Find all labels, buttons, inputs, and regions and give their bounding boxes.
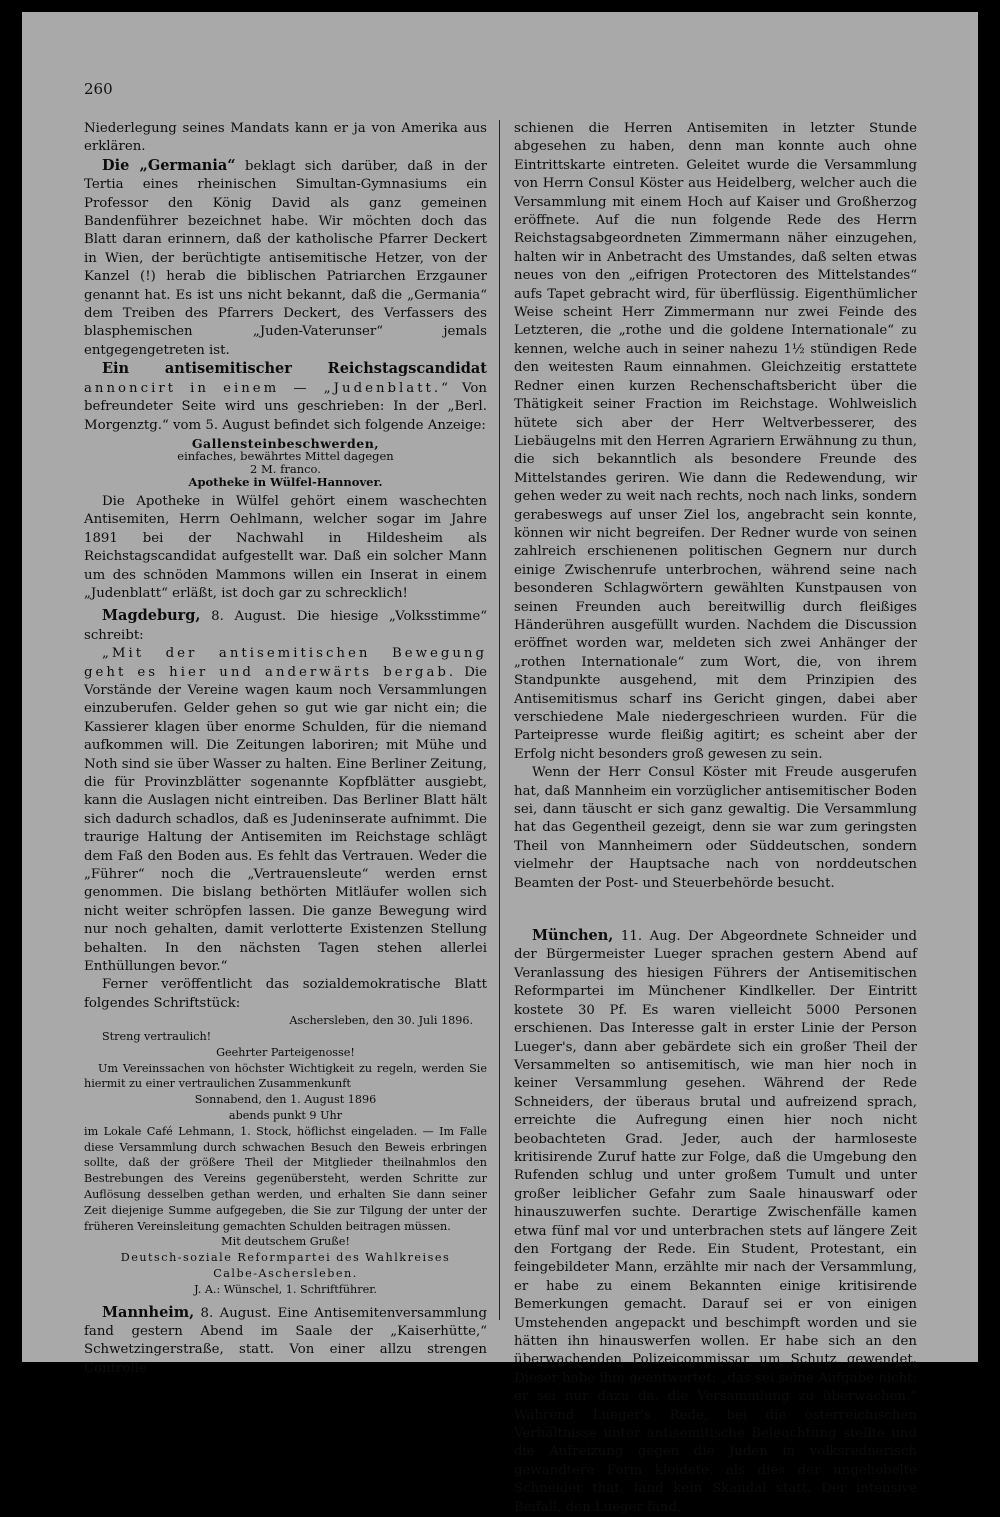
- magdeburg-quote-spaced: „Mit der antisemitischen Bewegung geht es hier und anderwärts bergab.: [84, 646, 487, 680]
- letter-place-date: Aschersleben, den 30. Juli 1896.: [289, 1014, 473, 1028]
- heading-muenchen: München,: [532, 927, 614, 945]
- mannheim-text: 8. August. Eine Antisemitenversammlung fand gestern Abend im Saale der „Kaiserhütte,“ Schwetzingerstraße, statt. Von einer allzu strengen Controlle: [84, 1305, 487, 1376]
- paragraph-mannheim-continued: schienen die Herren Antisemiten in letzter Stunde abgesehen zu haben, denn man konnte auch ohne Eintrittskarte eintreten. Geleitet wurde die Versammlung von Herrn Consul Köster aus Heidelberg, welcher auch die Versammlung mit einem Hoch auf Kaiser und Großherzog eröffnete. Auf die nun folgende Rede des Herrn Reichstagsabgeordneten Zimmermann näher einzugehen, halten wir in Anbetracht des Umstandes, daß selten etwas neues von den „eifrigen Protectoren des Mittelstandes“ aufs Tapet gebracht wird, für überflüssig. Eigenthümlicher Weise scheint Herr Zimmermann nur zwei Feinde des Letzteren, die „rothe und die goldene Internationale“ zu kennen, welche auch in seiner nahezu 1½ stündigen Rede den weitesten Raum einnahmen. Gleichzeitig erstattete Redner einen kurzen Rechenschaftsbericht über die Thätigkeit seiner Fraction im Reichstage. Wohlweislich hütete sich aber der Herr Weltverbesserer, des Liebäugelns mit den Herren Agrariern Erwähnung zu thun, die sich bekanntlich als besondere Freunde des Mittelstandes geriren. Wie dann die Redewendung, wir gehen weder zu weit nach rechts, noch nach links, sondern gerabeswegs auf unser Ziel los, angebracht sein konnte, können wir nicht begreifen. Der Redner wurde von seinen zahlreich erschienenen politischen Gegnern nur durch einige Zwischenrufe unterbrochen, während seine nach besonderen Schlagwörtern gewählten Kunstpausen von seinen Freunden auch bereitwillig durch fleißiges Händerühren ausgefüllt wurden. Nachdem die Discussion eröffnet worden war, meldeten sich zwei Anhänger der „rothen Internationale“ zum Wort, die, von ihrem Standpunkte ausgehend, mit dem Prinzipien des Antisemitismus scharf ins Gericht gingen, dabei aber verschiedene Male niedergeschrieen wurden. Für die Parteipresse wurde fleißig agitirt; es scheint aber der Erfolg nicht besonders groß gewesen zu sein.: [514, 121, 917, 762]
- letter-signature-1: Deutsch-soziale Reformpartei des Wahlkreises: [120, 1251, 451, 1265]
- letter-body-1: Um Vereinssachen von höchster Wichtigkeit zu regeln, werden Sie hiermit zu einer vertraulichen Zusammenkunft: [84, 1061, 487, 1091]
- paragraph-ferner: Ferner veröffentlicht das sozialdemokratische Blatt folgendes Schriftstück:: [84, 977, 487, 1011]
- ad-heading: Gallensteinbeschwerden,: [191, 435, 380, 451]
- paragraph-candidate: [84, 360, 487, 435]
- letter-confidential: Streng vertraulich!: [102, 1030, 212, 1044]
- muenchen-text: 11. Aug. Der Abgeordnete Schneider und der Bürgermeister Lueger sprachen gestern Abend auf Veranlassung des hiesigen Führers der Antisemitischen Reformpartei im Münchener Kindlkeller. Der Eintritt kostete 30 Pf. Es waren vielleicht 5000 Personen erschienen. Das Interesse galt in erster Linie der Person Lueger's, dann aber gebärdete sich ein großer Theil der Versammelten so antisemitisch, wie man hier noch in keiner Versammlung gesehen. Während der Rede Schneiders, der überaus brutal und aufreizend sprach, erreichte die Aufregung einen hier noch nicht beobachteten Grad. Jeder, auch der harmloseste kritisirende Zuruf hatte zur Folge, daß die Umgebung den Rufenden schlug und unter großem Tumult und unter großer leiblicher Gefahr zum Saale hinauswarf oder hinauszuwerfen suchte. Derartige Zwischenfälle kamen etwa fünf mal vor und unterbrachen stets auf längere Zeit den Fortgang der Rede. Ein Student, Protestant, ein feingebildeter Mann, erzählte mir nach der Versammlung, er habe zu einem Bekannten einige kritisirende Bemerkungen gemacht. Darauf sei er von einigen Umstehenden angepackt und beschimpft worden und sie hätten ihn hinauswerfen wollen. Er habe sich an den überwachenden Polizeicommissar um Schutz gewendet. Dieser habe ihm geantwortet: „das sei seine Aufgabe nicht; er sei nur dazu da, die Versammlung zu überwachen.“ Während Lueger's Rede, bei die österreichischen Verhältnisse unter antisemitische Beleuchtung stellte und die Aufreizung gegen die Juden in volksrednerisch gewandtere Form kleidete, als dies der ungehobelte Schneider that, fand kein Skandal statt. Der intensive Beifall, den Lueger fand,: [514, 929, 917, 1515]
- right-column: [514, 120, 917, 1517]
- heading-candidate: Ein antisemitischer Reichstagscandidat: [102, 360, 487, 378]
- heading-magdeburg: Magdeburg,: [102, 607, 201, 625]
- section-gap: [514, 893, 917, 927]
- left-column: [84, 120, 487, 1378]
- letter-date: Sonnabend, den 1. August 1896: [194, 1093, 377, 1107]
- letter-greeting: Mit deutschem Gruße!: [221, 1235, 350, 1249]
- letter-block: [84, 1013, 487, 1297]
- paragraph-germania: [84, 157, 487, 360]
- paragraph-muenchen: [514, 927, 917, 1517]
- paragraph-mannheim: [84, 1304, 487, 1379]
- candidate-spaced-text: annoncirt in einem — „Judenblatt.“: [84, 380, 451, 396]
- paragraph-niederlegung: Niederlegung seines Mandats kann er ja von Amerika aus erklären.: [84, 121, 487, 155]
- paragraph-magdeburg-quote: [84, 645, 487, 976]
- magdeburg-text: 8. August. Die hiesige „Volksstimme“ schreibt:: [84, 609, 487, 643]
- letter-salutation: Geehrter Parteigenosse!: [216, 1045, 355, 1059]
- magdeburg-quote-text: Die Vorstände der Vereine wagen kaum noch Versammlungen einzuberufen. Gelder gehen so gut wie gar nicht ein; die Kassierer klagen über enorme Schulden, für die niemand aufkommen will. Die Zeitungen laboriren; mit Mühe und Noth sind sie über Wasser zu halten. Eine Berliner Zeitung, die für Provinzblätter sogenannte Kopfblätter ausgiebt, kann die Auslagen nicht eintreiben. Das Berliner Blatt hält sich dadurch schadlos, daß es Judeninserate aufnimmt. Die traurige Haltung der Antisemiten im Reichstage schlägt dem Faß den Boden aus. Es fehlt das Vertrauen. Weder die „Führer“ noch die „Vertrauensleute“ werden ernst genommen. Die bislang bethörten Mitläufer wollen sich nicht weiter schröpfen lassen. Die ganze Bewegung wird nur noch gehalten, damit verlotterte Existenzen Stellung behalten. In den nächsten Tagen stehen allerlei Enthüllungen bevor.“: [84, 664, 487, 975]
- letter-signature-3: J. A.: Wünschel, 1. Schriftführer.: [194, 1282, 377, 1296]
- heading-germania: Die „Germania“: [102, 156, 236, 174]
- letter-time: abends punkt 9 Uhr: [228, 1109, 343, 1123]
- paragraph-apotheke: Die Apotheke in Wülfel gehört einem waschechten Antisemiten, Herrn Oehlmann, welcher sogar im Jahre 1891 bei der Nachwahl in Hildesheim als Reichstagscandidat aufgestellt war. Daß ein solcher Mann um des schnöden Mammons willen ein Inserat in einem „Judenblatt“ erläßt, ist doch gar zu schrecklich!: [84, 493, 487, 601]
- letter-body-2: im Lokale Café Lehmann, 1. Stock, höflichst eingeladen. — Im Falle diese Versammlung durch schwachen Besuch den Beweis erbringen sollte, daß der größere Theil der Mitglieder theilnahmlos den Bestrebungen des Vereins gegenübersteht, werden Schritte zur Auflösung desselben gethan werden, und erhalten Sie dann seiner Zeit diejenige Summe aufgegeben, die Sie zur Tilgung der unter der früheren Vereinsleitung gemachten Schulden beitragen müssen.: [84, 1124, 487, 1233]
- paragraph-koester: Wenn der Herr Consul Köster mit Freude ausgerufen hat, daß Mannheim ein vorzüglicher antisemitischer Boden sei, dann täuscht er sich ganz gewaltig. Die Versammlung hat das Gegentheil gezeigt, denn sie war zum geringsten Theil von Mannheimern oder Süddeutschen, sondern vielmehr der Hauptsache nach von norddeutschen Beamten der Post- und Steuerbehörde besucht.: [514, 765, 917, 891]
- ad-line-1: einfaches, bewährtes Mittel dagegen: [177, 448, 394, 463]
- advertisement-box: [84, 437, 487, 489]
- letter-signature-2: Calbe-Aschersleben.: [213, 1267, 358, 1281]
- column-rule: [499, 120, 500, 1320]
- page-number: 260: [84, 80, 113, 98]
- ad-line-2: 2 M. franco.: [250, 461, 321, 476]
- ad-footer: Apotheke in Wülfel-Hannover.: [188, 474, 383, 489]
- germania-text: beklagt sich darüber, daß in der Tertia eines rheinischen Simultan-Gymnasiums ein Professor den König David als ganz gemeinen Bandenführer bezeichnet habe. Wir möchten doch das Blatt daran erinnern, daß der katholische Pfarrer Deckert in Wien, der berüchtigte antisemitische Hetzer, von der Kanzel (!) herab die biblischen Patriarchen Erzgauner genannt hat. Es ist uns nicht bekannt, daß die „Germania“ dem Treiben des Pfarrers Deckert, des Verfassers des blasphemischen „Juden-Vaterunser“ jemals entgegengetreten ist.: [84, 158, 487, 358]
- candidate-text: Von befreundeter Seite wird uns geschrieben: In der „Berl. Morgenztg.“ vom 5. August befindet sich folgende Anzeige:: [84, 380, 487, 433]
- paragraph-magdeburg: [84, 607, 487, 645]
- heading-mannheim: Mannheim,: [102, 1303, 195, 1321]
